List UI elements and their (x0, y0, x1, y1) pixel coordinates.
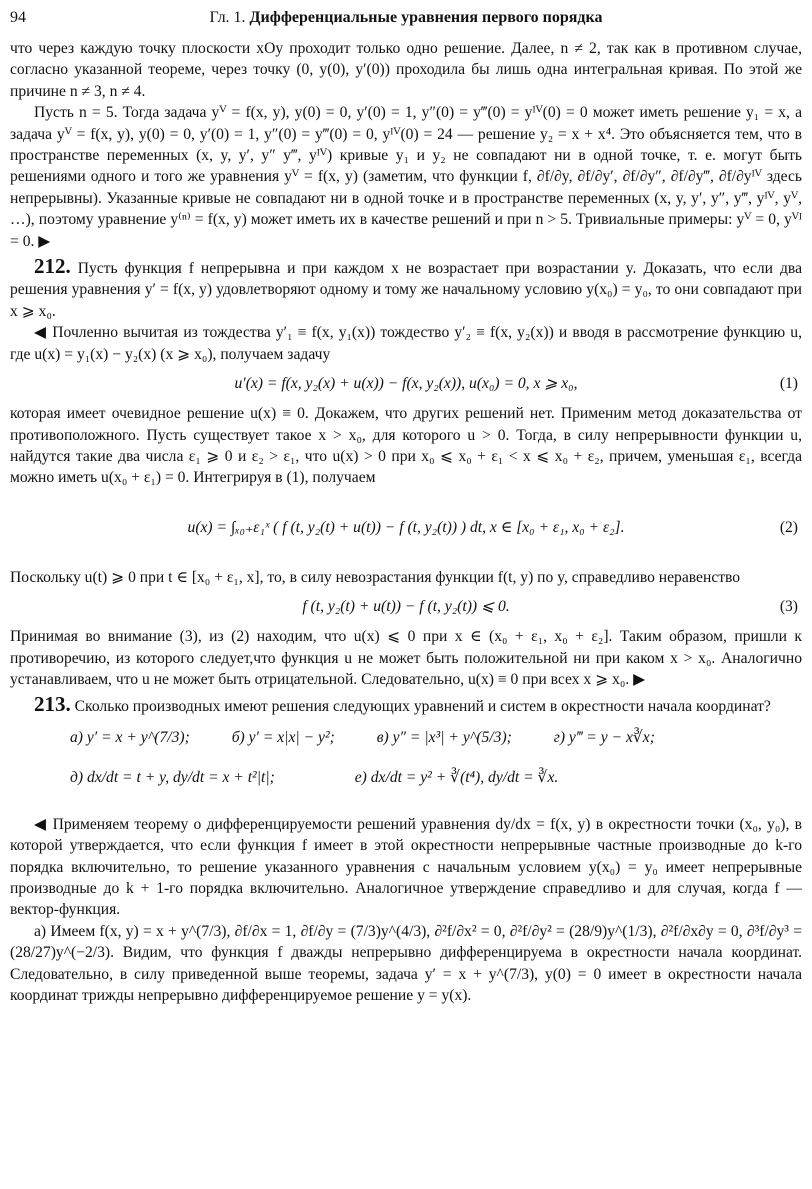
paragraph: Пусть n = 5. Тогда задача yⱽ = f(x, y), y(0) = 0, y′(0) = 1, y″(0) = y‴(0) = yᴵⱽ(0) = 0 может иметь решение y₁ = x, а задача yⱽ = f(x, y), y(0) = 0, y′(0) = 1, y″(0) = y‴(0) = 0, yᴵⱽ(0) = 24 — решение y₂ = x + x⁴. Это объясняется тем, что в пространстве переменных (x, y, y′, y″ y‴, yᴵⱽ) кривые y₁ и y₂ не совпадают ни в одной точке, т. е. могут быть решениями одного и того же уравнения yⱽ = f(x, y) (заметим, что функции f, ∂f/∂y, ∂f/∂y′, ∂f/∂y″, ∂f/∂y‴, ∂f/∂yᴵⱽ здесь непрерывны). Указанные кривые не совпадают ни в одной точке и в пространстве переменных (x, y, y′, y″, y‴, yᴵⱽ, yⱽ, …), поэтому уравнение y⁽ⁿ⁾ = f(x, y) может иметь их в качестве решений и при n > 5. Тривиальные примеры: yⱽ = 0, yⱽᴵ = 0. ▶ (10, 104, 802, 250)
problem-statement: Пусть функция f непрерывна и при каждом x не возрастает при возрастании y. Доказать, что если два решения уравнения y′ = f(x, y) удовлетворяют одному и тому же начальному условию y(x₀) = y₀, то они совпадают при x ⩾ x₀. (10, 260, 802, 320)
paragraph: Поскольку u(t) ⩾ 0 при t ∈ [x₀ + ε₁, x], то, в силу невозрастания функции f(t, y) по y, справедливо неравенство (10, 568, 741, 586)
chapter-heading (10, 6, 802, 30)
equation-text: u′(x) = f(x, y₂(x) + u(x)) − f(x, y₂(x)), u(x₀) = 0, x ⩾ x₀, (234, 375, 578, 393)
list-item-g: г) y‴ = y − x∛x; (553, 728, 655, 746)
solution-paragraph: ◀ Применяем теорему о дифференцируемости решений уравнения dy/dx = f(x, y) в окрестности точки (x₀, y₀), в которой утверждается, что если функция f имеет в этой окрестности непрерывные частные производные до k-го порядка включительно, то решение указанного уравнения с начальным условием y(x₀) = y₀ имеет непрерывные производные до k + 1-го порядка включительно. Аналогичное утверждение справедливо и для случая, когда f — вектор-функция. (10, 815, 802, 919)
chapter-title: Дифференциальные уравнения первого порядка (249, 9, 603, 26)
problem-list-row-2 (70, 758, 802, 800)
equation-2 (10, 493, 802, 563)
paragraph: что через каждую точку плоскости xOy проходит только одно решение. Далее, n ≠ 2, так как в противном случае, согласно указанной теореме, через точку (0, y(0), y′(0)) проходила бы лишь одна интегральная кривая. По этой же причине n ≠ 3, n ≠ 4. (10, 40, 802, 100)
equation-number: (1) (779, 375, 798, 393)
list-item-b: б) y′ = x|x| − y²; (231, 728, 335, 746)
list-item-c: в) y″ = |x³| + y^(5/3); (376, 728, 512, 746)
equation-1 (10, 369, 802, 399)
chapter-label: Гл. 1. (209, 9, 246, 26)
list-item-d: д) dx/dt = t + y, dy/dt = x + t²|t|; (70, 768, 275, 786)
list-item-a: а) y′ = x + y^(7/3); (70, 728, 190, 746)
equation-number: (3) (779, 598, 798, 616)
problem-212 (10, 256, 802, 322)
problem-list-row-1 (70, 724, 802, 752)
solution-paragraph: а) Имеем f(x, y) = x + y^(7/3), ∂f/∂x = 1, ∂f/∂y = (7/3)y^(4/3), ∂²f/∂x² = 0, ∂²f/∂y² = (28/9)y^(1/3), ∂²f/∂x∂y = 0, ∂³f/∂y³ = (28/27)y^(−2/3). Видим, что функция f дважды непрерывно дифференцируема в окрестности начала координат. Следовательно, в силу приведенной выше теоремы, задача y′ = x + y^(7/3), y(0) = 0 имеет в окрестности начала координат трижды непрерывно дифференцируемое решение y = y(x). (10, 922, 802, 1004)
problem-number: 213. (34, 692, 71, 717)
equation-text: f (t, y₂(t) + u(t)) − f (t, y₂(t)) ⩽ 0. (302, 598, 510, 616)
page-number: 94 (10, 9, 26, 26)
equation-3 (10, 592, 802, 622)
equation-text: u(x) = ∫ₓ₀₊ε₁ˣ ( f (t, y₂(t) + u(t)) − f (t, y₂(t)) ) dt, x ∈ [x₀ + ε₁, x₀ + ε₂]. (187, 518, 625, 536)
page-body (10, 38, 802, 1006)
list-item-e: е) dx/dt = y² + ∛(t⁴), dy/dt = ∛x. (354, 768, 559, 786)
equation-number: (2) (779, 518, 798, 536)
problem-213 (10, 694, 802, 717)
solution-paragraph: ◀ Почленно вычитая из тождества y′₁ ≡ f(x, y₁(x)) тождество y′₂ ≡ f(x, y₂(x)) и вводя в рассмотрение функцию u, где u(x) = y₁(x) − y₂(x) (x ⩾ x₀), получаем задачу (10, 324, 802, 363)
problem-number: 212. (34, 254, 71, 279)
running-header (10, 6, 802, 30)
problem-statement: Сколько производных имеют решения следующих уравнений и систем в окрестности начала координат? (74, 698, 771, 716)
paragraph: Принимая во внимание (3), из (2) находим, что u(x) ⩽ 0 при x ∈ (x₀ + ε₁, x₀ + ε₂]. Таким образом, пришли к противоречию, из которого следует,что функция u не может быть положительной ни при каком x > x₀. Аналогично устанавливаем, что u не может быть отрицательной. Следовательно, u(x) ≡ 0 при всех x ⩾ x₀. ▶ (10, 628, 802, 688)
paragraph: которая имеет очевидное решение u(x) ≡ 0. Докажем, что других решений нет. Применим метод доказательства от противоположного. Пусть существует такое x > x₀, для которого u > 0. Тогда, в силу непрерывности функции u, найдутся такие два числа ε₁ ⩾ 0 и ε₂ > ε₁, что u(x) > 0 при x₀ ⩽ x₀ + ε₁ < x ⩽ x₀ + ε₂, причем, уменьшая ε₁, всегда можно иметь u(x₀ + ε₁) = 0. Интегрируя в (1), получаем (10, 405, 802, 487)
